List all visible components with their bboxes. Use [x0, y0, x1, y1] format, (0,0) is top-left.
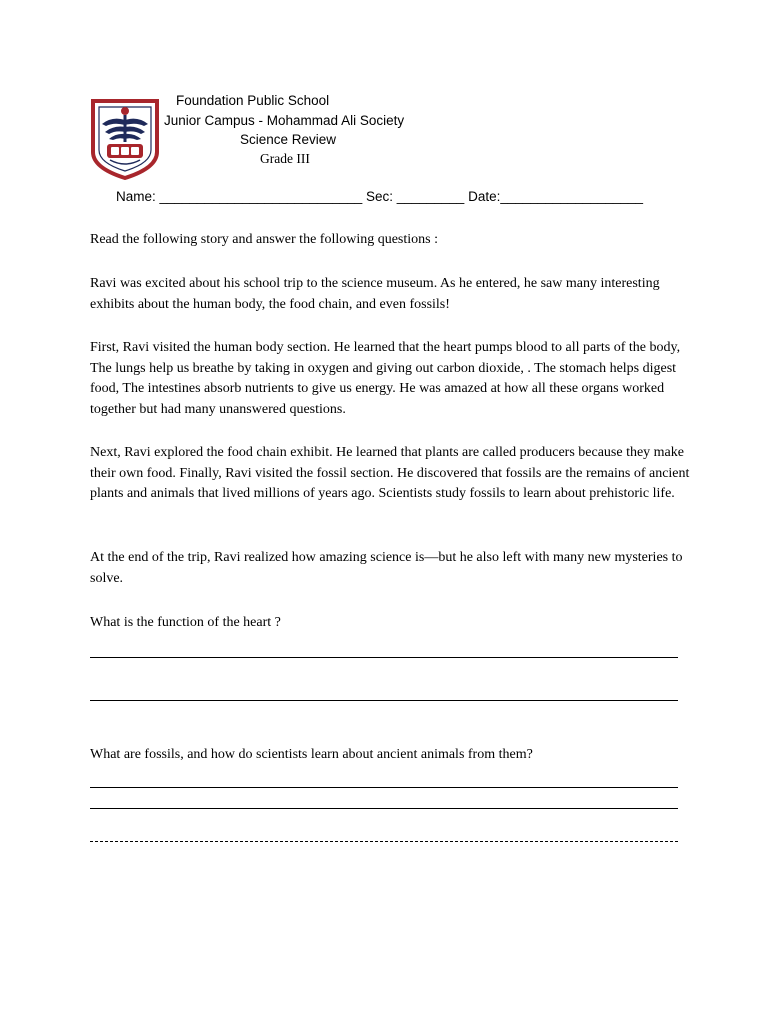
subject-title: Science Review — [240, 132, 337, 147]
story-paragraph-4: At the end of the trip, Ravi realized how amazing science is—but he also left with many new mysteries to solve. — [90, 550, 683, 586]
story-paragraph-3: Next, Ravi explored the food chain exhibit. He learned that plants are called producers because they make their own food. Finally, Ravi visited the fossil section. He discovered that fossils are the remains of ancient plants and animals that lived millions of years ago. Scientists study fossils to learn about prehistoric life. — [90, 445, 690, 501]
answer-line-2b[interactable] — [90, 808, 678, 809]
school-crest-icon — [90, 98, 160, 180]
question-2-text: What are fossils, and how do scientists learn about ancient animals from them? — [90, 747, 533, 762]
answer-line-1b[interactable] — [90, 700, 678, 701]
grade-label: Grade III — [260, 151, 310, 166]
student-info-row[interactable]: Name: ___________________________ Sec: _________ Date:___________________ — [116, 189, 643, 204]
answer-line-2c[interactable] — [90, 841, 678, 842]
answer-line-1a[interactable] — [90, 657, 678, 658]
school-name: Foundation Public School — [176, 93, 330, 108]
question-1-text: What is the function of the heart ? — [90, 615, 281, 630]
campus-name: Junior Campus - Mohammad Ali Society — [164, 113, 405, 128]
instructions-text: Read the following story and answer the following questions : — [90, 232, 438, 247]
answer-line-2a[interactable] — [90, 787, 678, 788]
story-paragraph-1: Ravi was excited about his school trip to the science museum. As he entered, he saw many interesting exhibits about the human body, the food chain, and even fossils! — [90, 276, 660, 312]
story-paragraph-2: First, Ravi visited the human body section. He learned that the heart pumps blood to all parts of the body, The lungs help us breathe by taking in oxygen and giving out carbon dioxide, . The stomach helps digest food, The intestines absorb nutrients to give us energy. He was amazed at how all these organs worked together but had many unanswered questions. — [90, 340, 681, 417]
